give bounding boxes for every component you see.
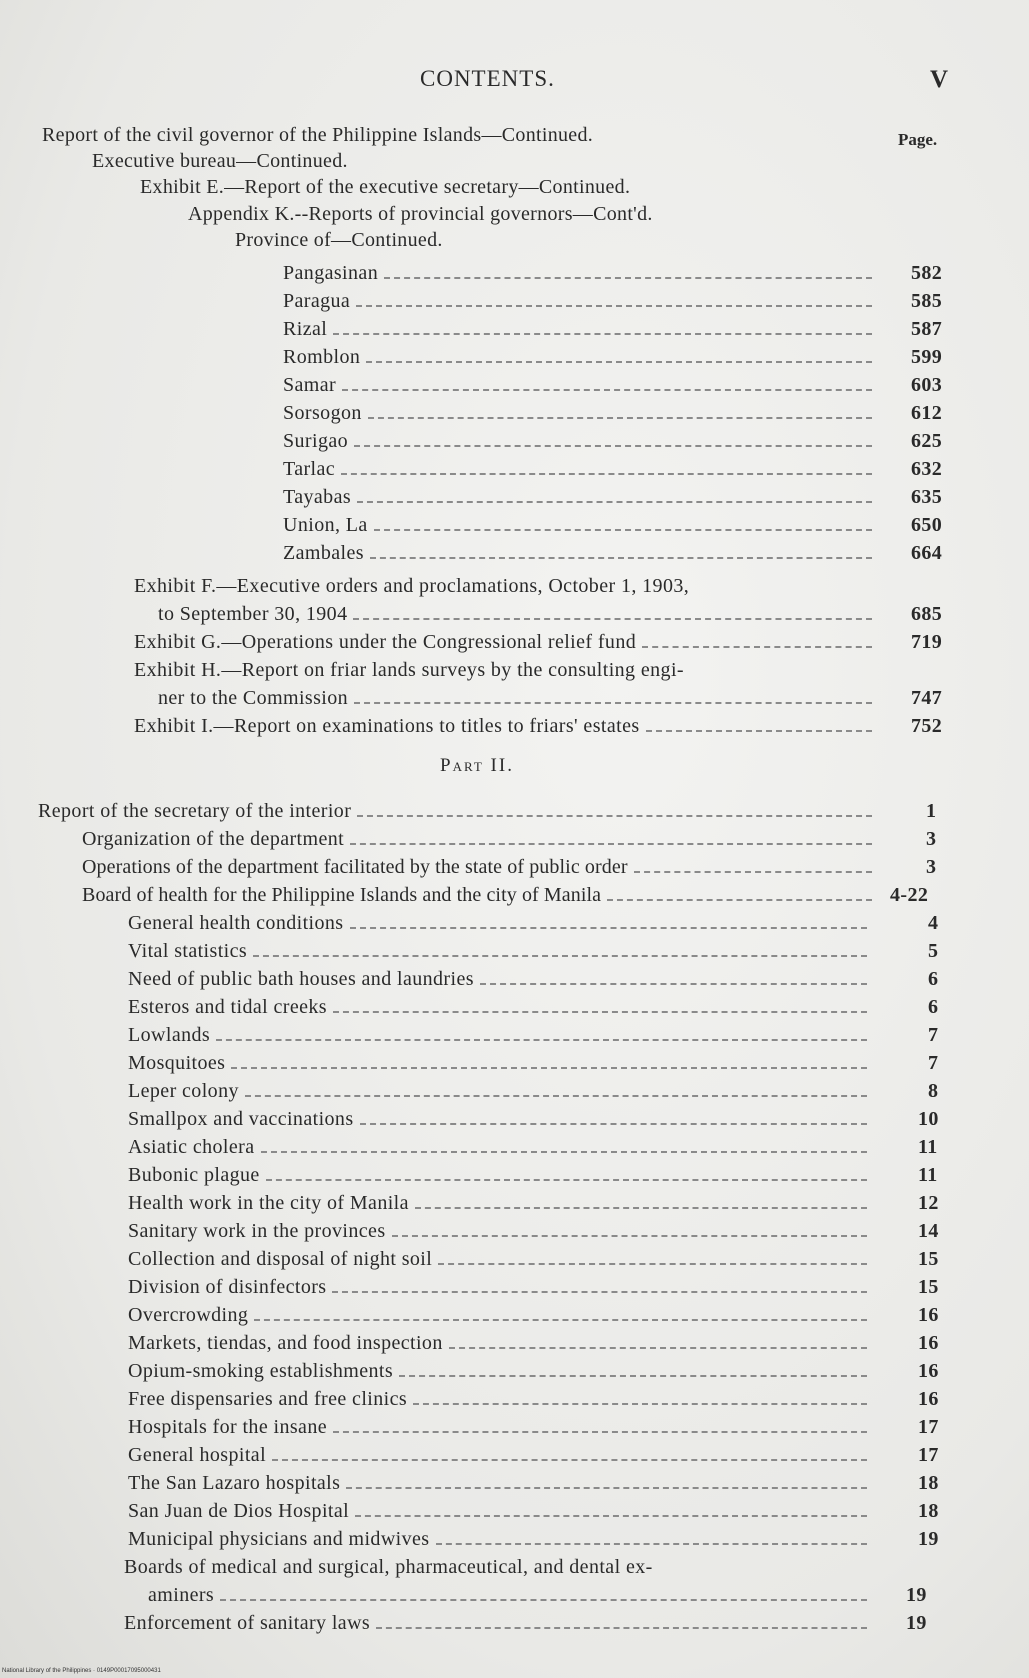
heading-civil-governor: Report of the civil governor of the Philippine Islands—Continued. [42,124,594,146]
toc-entry-exhibit-i: Exhibit I.—Report on examinations to titles to friars' estates 752 [134,715,943,737]
toc-entry-tarlac: Tarlac 632 [283,458,943,480]
page-title: CONTENTS. [420,66,555,91]
toc-entry-samar: Samar 603 [283,374,943,396]
toc-entry-romblon: Romblon 599 [283,346,943,368]
toc-entry-exhibit-g: Exhibit G.—Operations under the Congressional relief fund 719 [134,631,943,653]
toc-entry-paragua: Paragua 585 [283,290,943,312]
toc-entry-tayabas: Tayabas 635 [283,486,943,508]
section-title-part-ii: Part II. [440,755,514,776]
toc-entry-exhibit-h: ner to the Commission 747 [158,687,943,709]
boards-line1: Boards of medical and surgical, pharmaceutical, and dental ex- [124,1556,653,1578]
toc-entry: The San Lazaro hospitals 18 [128,1472,939,1494]
toc-entry: Vital statistics 5 [128,940,939,962]
toc-entry: Hospitals for the insane 17 [128,1416,939,1438]
toc-entry: Municipal physicians and midwives 19 [128,1528,939,1550]
toc-entry-operations: Operations of the department facilitated by the state of public order 3 [82,856,937,878]
heading-executive-bureau: Executive bureau—Continued. [92,150,348,172]
toc-entry: Overcrowding 16 [128,1304,939,1326]
toc-entry-board-of-health: Board of health for the Philippine Islands and the city of Manila 4-22 [82,884,929,906]
toc-entry: General health conditions 4 [128,912,939,934]
toc-entry: Health work in the city of Manila 12 [128,1192,939,1214]
toc-entry: Markets, tiendas, and food inspection 16 [128,1332,939,1354]
toc-entry: Lowlands 7 [128,1024,939,1046]
exhibit-f-line1: Exhibit F.—Executive orders and proclamations, October 1, 1903, [134,575,690,597]
toc-entry-sorsogon: Sorsogon 612 [283,402,943,424]
toc-entry-exhibit-f: to September 30, 1904 685 [158,603,943,625]
toc-entry: Smallpox and vaccinations 10 [128,1108,939,1130]
toc-entry-organization: Organization of the department 3 [82,828,937,850]
toc-entry: General hospital 17 [128,1444,939,1466]
toc-entry: Leper colony 8 [128,1080,939,1102]
toc-entry: Collection and disposal of night soil 15 [128,1248,939,1270]
toc-entry-sanitary-laws: Enforcement of sanitary laws 19 [124,1612,927,1634]
toc-entry: Bubonic plague 11 [128,1164,938,1186]
toc-entry: Free dispensaries and free clinics 16 [128,1388,939,1410]
heading-appendix-k: Appendix K.--Reports of provincial governors—Cont'd. [188,203,653,225]
toc-entry-secretary-interior: Report of the secretary of the interior 1 [38,800,937,822]
toc-entry-pangasinan: Pangasinan 582 [283,262,943,284]
toc-entry: Esteros and tidal creeks 6 [128,996,939,1018]
toc-entry: Asiatic cholera 11 [128,1136,938,1158]
toc-entry: Mosquitoes 7 [128,1052,939,1074]
heading-exhibit-e: Exhibit E.—Report of the executive secretary—Continued. [140,176,631,198]
footer-credit: National Library of the Philippines · 0149P00017095000431 [2,1668,161,1674]
toc-entry-rizal: Rizal 587 [283,318,943,340]
toc-entry: Sanitary work in the provinces 14 [128,1220,939,1242]
page-numeral: V [930,66,949,93]
toc-entry-surigao: Surigao 625 [283,430,943,452]
toc-entry-union-la: Union, La 650 [283,514,943,536]
exhibit-h-line1: Exhibit H.—Report on friar lands surveys by the consulting engi- [134,659,684,681]
toc-entry-boards: aminers 19 [148,1584,927,1606]
page-header [0,66,1029,98]
toc-entry-zambales: Zambales 664 [283,542,943,564]
toc-entry: Need of public bath houses and laundries 6 [128,968,939,990]
toc-entry: Division of disinfectors 15 [128,1276,939,1298]
page-column-label: Page. [898,130,938,149]
heading-province-of: Province of—Continued. [235,229,443,251]
toc-entry: Opium-smoking establishments 16 [128,1360,939,1382]
toc-entry: San Juan de Dios Hospital 18 [128,1500,939,1522]
